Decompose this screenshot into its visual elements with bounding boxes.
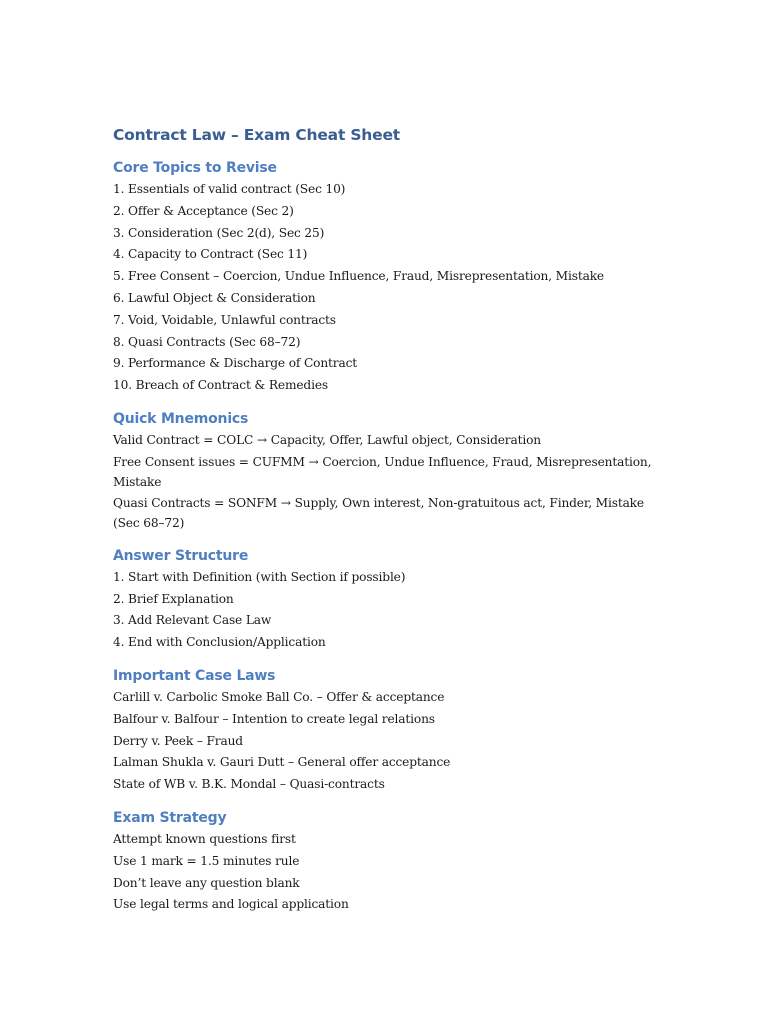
list-item: 3. Consideration (Sec 2(d), Sec 25) <box>113 225 325 240</box>
section-heading: Answer Structure <box>113 547 249 564</box>
list-item: 5. Free Consent – Coercion, Undue Influence, Fraud, Misrepresentation, Mistake <box>113 269 604 284</box>
list-item: Attempt known questions first <box>113 831 296 846</box>
list-item: 2. Offer & Acceptance (Sec 2) <box>113 203 294 218</box>
list-item: State of WB v. B.K. Mondal – Quasi-contracts <box>113 777 385 792</box>
list-item: 1. Essentials of valid contract (Sec 10) <box>113 182 346 196</box>
list-item: Derry v. Peek – Fraud <box>113 733 243 748</box>
section-list <box>113 179 673 397</box>
list-item: 3. Add Relevant Case Law <box>113 613 272 628</box>
list-item: 7. Void, Voidable, Unlawful contracts <box>113 312 336 327</box>
section-heading: Important Case Laws <box>113 667 276 684</box>
section-list <box>113 430 673 534</box>
section-core-topics <box>113 158 673 397</box>
section-answer-structure <box>113 546 673 654</box>
document-page <box>113 124 673 928</box>
section-important-case-laws <box>113 666 673 796</box>
section-exam-strategy <box>113 808 673 916</box>
section-list <box>113 829 673 916</box>
list-item: 4. End with Conclusion/Application <box>113 635 326 650</box>
list-item: Balfour v. Balfour – Intention to create legal relations <box>113 711 435 726</box>
section-list <box>113 687 673 796</box>
list-item: Valid Contract = COLC → Capacity, Offer, Lawful object, Consideration <box>113 432 541 447</box>
list-item: 1. Start with Definition (with Section if possible) <box>113 569 406 584</box>
section-list <box>113 567 673 654</box>
list-item: 10. Breach of Contract & Remedies <box>113 378 328 393</box>
list-item: 6. Lawful Object & Consideration <box>113 290 316 305</box>
list-item: Quasi Contracts = SONFM → Supply, Own interest, Non-gratuitous act, Finder, Mistake (Sec 68–72) <box>113 495 644 530</box>
list-item: Use legal terms and logical application <box>113 897 349 912</box>
list-item: Use 1 mark = 1.5 minutes rule <box>113 853 300 868</box>
list-item: Free Consent issues = CUFMM → Coercion, Undue Influence, Fraud, Misrepresentation, Mistake <box>113 454 652 489</box>
list-item: 9. Performance & Discharge of Contract <box>113 356 358 371</box>
list-item: Lalman Shukla v. Gauri Dutt – General offer acceptance <box>113 755 451 770</box>
list-item: 4. Capacity to Contract (Sec 11) <box>113 247 308 262</box>
section-quick-mnemonics <box>113 409 673 534</box>
list-item: Carlill v. Carbolic Smoke Ball Co. – Offer & acceptance <box>113 689 445 704</box>
document-title: Contract Law – Exam Cheat Sheet <box>113 126 400 144</box>
list-item: 2. Brief Explanation <box>113 591 234 606</box>
section-heading: Exam Strategy <box>113 809 227 826</box>
list-item: 8. Quasi Contracts (Sec 68–72) <box>113 334 301 349</box>
list-item: Don’t leave any question blank <box>113 875 300 890</box>
section-heading: Core Topics to Revise <box>113 160 277 176</box>
section-heading: Quick Mnemonics <box>113 410 249 427</box>
